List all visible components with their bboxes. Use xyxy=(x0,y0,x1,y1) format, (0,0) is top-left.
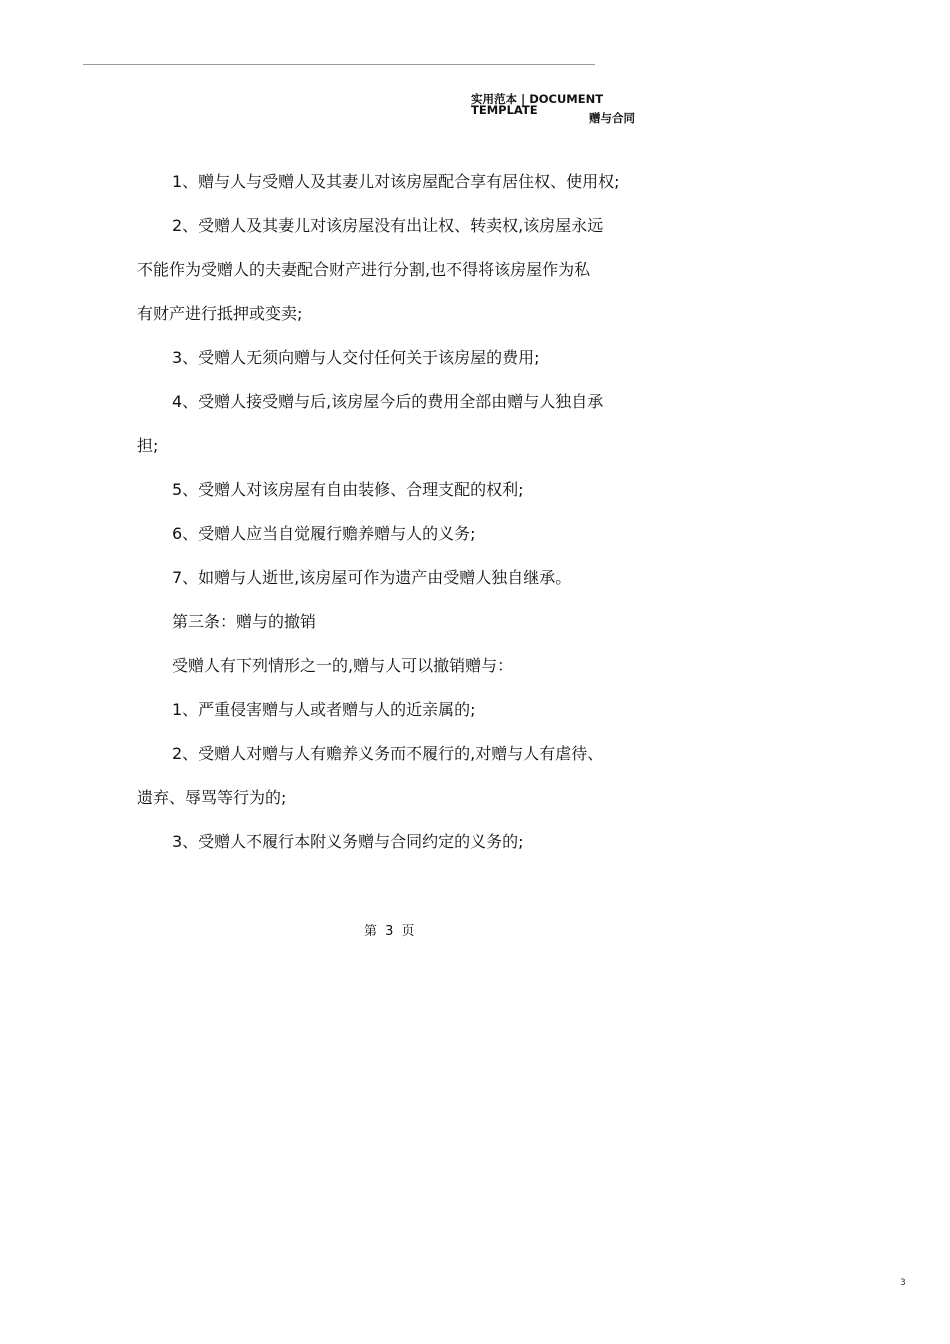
body-line: 5、受赠人对该房屋有自由装修、合理支配的权利; xyxy=(172,480,524,499)
body-line: 2、受赠人对赠与人有赡养义务而不履行的,对赠与人有虐待、 xyxy=(172,744,604,763)
body-line: 有财产进行抵押或变卖; xyxy=(137,304,303,323)
header-document-title: 赠与合同 xyxy=(589,111,635,125)
body-line: 1、严重侵害赠与人或者赠与人的近亲属的; xyxy=(172,700,476,719)
body-line: 1、赠与人与受赠人及其妻儿对该房屋配合享有居住权、使用权; xyxy=(172,172,620,191)
body-line: 7、如赠与人逝世,该房屋可作为遗产由受赠人独自继承。 xyxy=(172,568,572,587)
section-heading: 第三条：赠与的撤销 xyxy=(172,612,317,631)
body-line: 3、受赠人不履行本附义务赠与合同约定的义务的; xyxy=(172,832,524,851)
document-body xyxy=(137,160,637,864)
body-line: 受赠人有下列情形之一的,赠与人可以撤销赠与： xyxy=(172,656,514,675)
page-corner-number: 3 xyxy=(900,1278,906,1288)
body-line: 6、受赠人应当自觉履行赡养赠与人的义务; xyxy=(172,524,476,543)
body-line: 4、受赠人接受赠与后,该房屋今后的费用全部由赠与人独自承 xyxy=(172,392,604,411)
body-line: 不能作为受赠人的夫妻配合财产进行分割,也不得将该房屋作为私 xyxy=(137,260,591,279)
header-template-label: 实用范本 | DOCUMENT TEMPLATE xyxy=(471,92,604,117)
page-number-footer: 第 3 页 xyxy=(364,924,415,939)
body-line: 遗弃、辱骂等行为的; xyxy=(137,788,287,807)
header-divider xyxy=(83,64,595,65)
body-line: 3、受赠人无须向赠与人交付任何关于该房屋的费用; xyxy=(172,348,540,367)
body-line: 担; xyxy=(137,436,159,455)
body-line: 2、受赠人及其妻儿对该房屋没有出让权、转卖权,该房屋永远 xyxy=(172,216,604,235)
